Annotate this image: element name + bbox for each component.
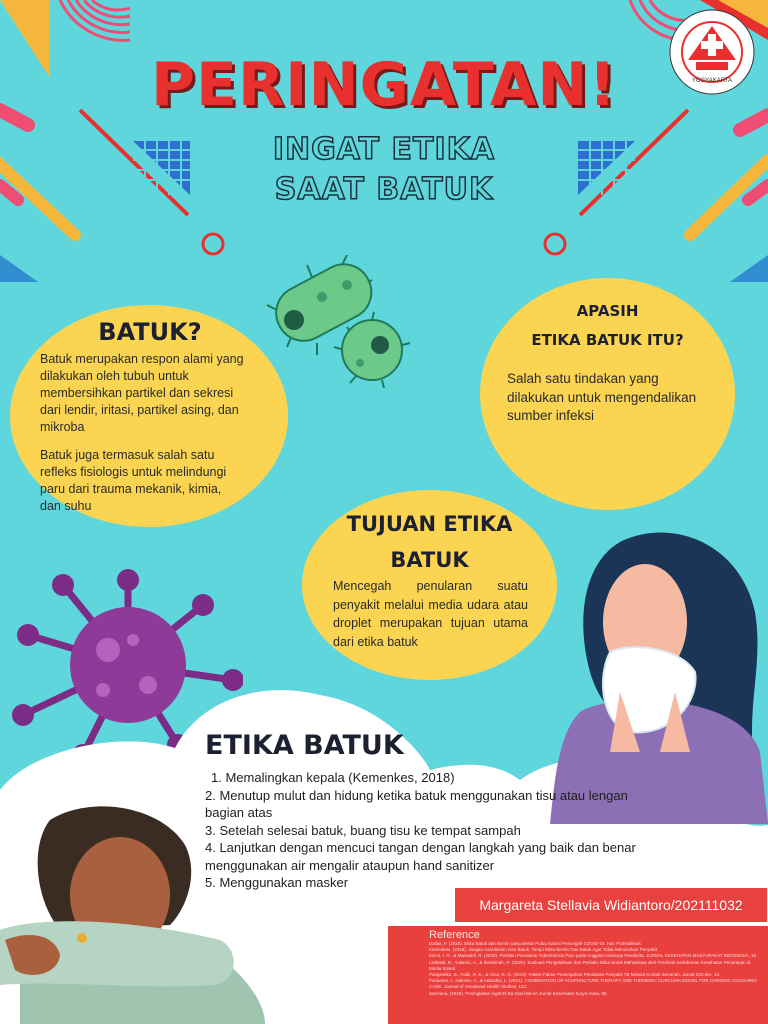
reference-box — [388, 926, 768, 1024]
page-title: PERINGATAN! — [150, 50, 617, 120]
list-item: 4. Lanjutkan dengan mencuci tangan dengan langkah yang baik dan benar menggunakan air mengalir ataupun hand sanitizer — [205, 840, 636, 873]
batuk-paragraph-1: Batuk merupakan respon alami yang dilakukan oleh tubuh untuk membersihkan partikel dan sekresi dari lendir, iritasi, partikel asing, dan mikroba — [40, 352, 244, 434]
list-item: 1. Memalingkan kepala (Kemenkes, 2018) — [211, 770, 455, 785]
batuk-paragraph-2: Batuk juga termasuk salah satu refleks fisiologis untuk melindungi paru dari trauma mekanik, kimia, dan suhu — [40, 448, 227, 513]
list-item: 3. Setelah selesai batuk, buang tisu ke tempat sampah — [205, 822, 521, 838]
bacteria-illustration — [262, 255, 412, 390]
list-item: 2. Menutup mulut dan hidung ketika batuk menggunakan tisu atau lengan bagian atas — [205, 787, 628, 820]
reference-item: Listiniati, R., Yuliarini, A., & Ibrahimah, R. (2020). Evaluasi Pengetahuan dan Perilaku Etika Batuk Mahasiswa oleh Ferdinah Kedokteran Kesehatan Penerapan di Media Sosial. — [429, 959, 751, 971]
tujuan-heading-line-1: TUJUAN ETIKA — [346, 512, 513, 536]
subtitle-line-2: SAAT BATUK — [274, 172, 494, 207]
author-label: Margareta Stellavia Widiantoro/202111032 — [455, 888, 767, 922]
apasih-text: Salah satu tindakan yang dilakukan untuk mengendalikan sumber infeksi — [507, 371, 697, 423]
tujuan-heading-line-2: BATUK — [390, 548, 469, 572]
reference-heading: Reference — [429, 929, 480, 941]
list-item: 5. Menggunakan masker — [205, 875, 349, 890]
reference-item: Purwanto, I., Hakrain, A., & Indradini, L. (2021). COMBINATION OF ACUPUNCTURE THERAPY AND TURMERIC CURCUMA MODEL FOR CHRONIC COUGHING CASE. Journal of Vocational Health Studies, 122. — [429, 978, 757, 990]
reference-list — [388, 941, 768, 997]
etika-heading: ETIKA BATUK — [205, 730, 404, 761]
reference-item: Mursi, I. G., & Marwaldi, R. (2020). Perilaku Penularan Tuberkulosis Paru pada Anggota Keluarga Penderita. JURNAL KESEHATAN MASYARAKAT INDONESIA, 15. — [429, 953, 758, 959]
apasih-heading-line-1: APASIH — [576, 302, 639, 320]
reference-item: Pangestika, B., Fadli, R. K., & Alisa, R. G. (2019). Faktor-Faktor Pencegahan Penularan Penyakit TB Melalui Kontak Serumah. Jurnal SOLMA, 10. — [429, 972, 721, 978]
reference-item: Sarmana, (2019). Peningkatan ingat El Ba Gisel Ba kA Jurnal Kesehatan Surya Husa, 95. — [429, 990, 608, 996]
reference-item: Kemenkes. (2018). Jangan Asal Bersin Dan Batuk, Terapi Etika Bersin Dan Batuk Agar Tidak Menularkan Penyakit. — [429, 947, 659, 953]
batuk-heading: BATUK? — [98, 318, 202, 346]
reference-item: Dalias, F. (2020). Etika Batuk dan Bersin yang Benar Pulau Karimi Pencegah COVID-19. Hal: Prakhalikset. — [429, 941, 642, 946]
tujuan-text: Mencegah penularan suatu penyakit melalui media udara atau droplet merupakan tujuan utama dari etika batuk — [333, 579, 528, 649]
logo-label: YOGYAKARTA — [691, 78, 733, 84]
apasih-heading-line-2: ETIKA BATUK ITU? — [531, 331, 684, 349]
etika-list — [205, 769, 660, 892]
subtitle-line-1: INGAT ETIKA — [272, 132, 496, 167]
